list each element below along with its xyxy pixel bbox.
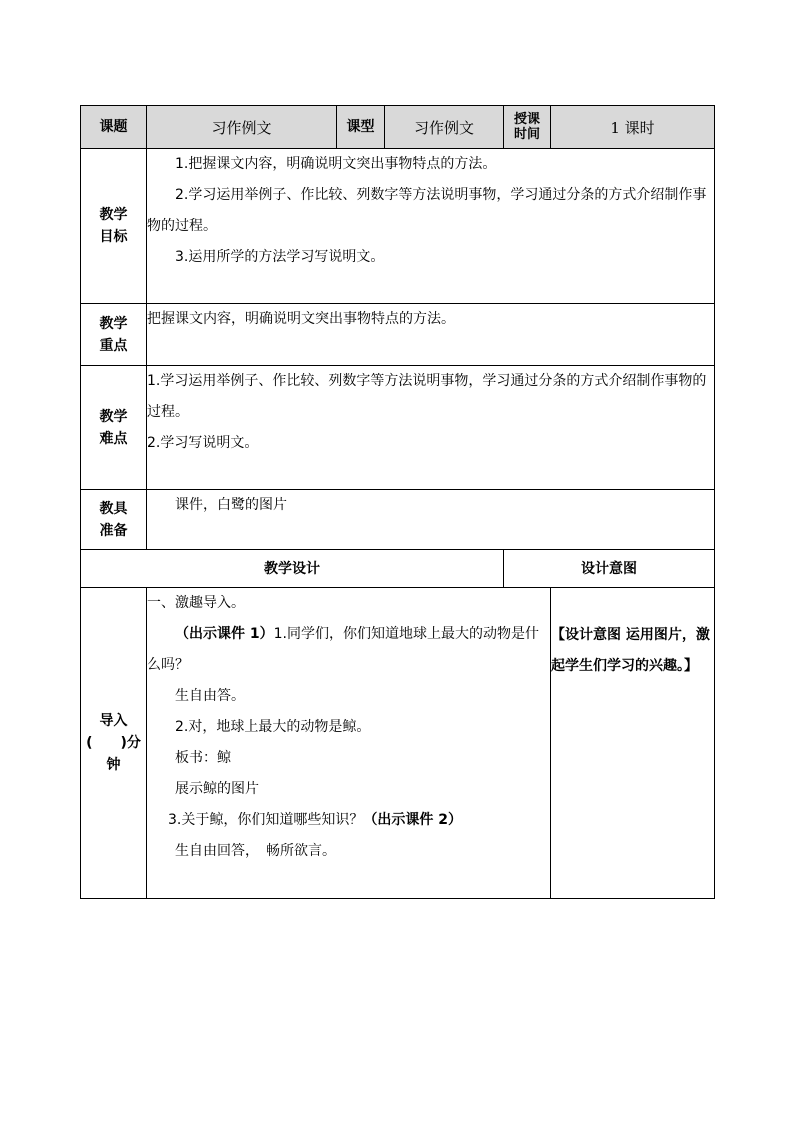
intro-label-line3: 钟 (106, 757, 121, 773)
objectives-label (81, 149, 147, 304)
intro-label (81, 588, 147, 899)
courseware-marker: （出示课件 2） (363, 812, 462, 828)
objective-item: 1.把握课文内容，明确说明文突出事物特点的方法。 (175, 156, 497, 172)
topic-label: 课题 (81, 106, 147, 149)
intro-row (81, 588, 715, 899)
difficulties-label (81, 366, 147, 490)
type-label: 课型 (337, 106, 385, 149)
intro-label-line2: ( )分 (86, 735, 141, 751)
intro-question-3 (147, 805, 550, 836)
lesson-plan-table (80, 105, 715, 899)
objective-item: 3.运用所学的方法学习写说明文。 (175, 249, 385, 265)
intro-board: 板书：鲸 (175, 750, 231, 766)
question-text: 1.同学们，你们知道地球上最大的动物是什么吗？ (147, 626, 539, 673)
key-points-row (81, 304, 715, 366)
materials-label-line2: 准备 (99, 522, 128, 539)
difficulties-row (81, 366, 715, 490)
materials-content (147, 490, 715, 550)
objectives-label-line2: 目标 (99, 229, 128, 245)
key-points-text: 把握课文内容，明确说明文突出事物特点的方法。 (147, 311, 455, 327)
objective-item: 2.学习运用举例子、作比较、列数字等方法说明事物，学习通过分条的方式介绍制作事物的过程。 (147, 187, 707, 234)
materials-row (81, 490, 715, 550)
design-title: 教学设计 (81, 550, 504, 588)
header-row (81, 106, 715, 149)
materials-label-line1: 教具 (99, 500, 128, 517)
intro-question-1 (147, 619, 550, 681)
objectives-row (81, 149, 715, 304)
intro-intent: 【设计意图 运用图片，激起学生们学习的兴趣。】 (551, 588, 715, 899)
intro-show: 展示鲸的图片 (175, 781, 259, 797)
time-label (504, 106, 551, 149)
difficulties-label-line2: 难点 (99, 430, 128, 447)
topic-value: 习作例文 (147, 106, 337, 149)
key-points-content (147, 304, 715, 366)
difficulty-item: 2.学习写说明文。 (147, 435, 259, 451)
key-points-label-line1: 教学 (99, 315, 128, 332)
difficulties-content (147, 366, 715, 490)
objectives-content (147, 149, 715, 304)
intent-title: 设计意图 (504, 550, 715, 588)
difficulty-item: 1.学习运用举例子、作比较、列数字等方法说明事物，学习通过分条的方式介绍制作事物的过程。 (147, 373, 707, 420)
intro-statement-2: 2.对，地球上最大的动物是鲸。 (175, 719, 371, 735)
objectives-label-line1: 教学 (99, 207, 128, 223)
key-points-label (81, 304, 147, 366)
intro-answer-3: 生自由回答， 畅所欲言。 (175, 843, 336, 859)
materials-label (81, 490, 147, 550)
key-points-label-line2: 重点 (99, 337, 128, 354)
intro-answer-1: 生自由答。 (175, 688, 245, 704)
difficulties-label-line1: 教学 (99, 408, 128, 425)
courseware-marker: （出示课件 1） (175, 626, 274, 642)
type-value: 习作例文 (385, 106, 504, 149)
time-label-line2: 时间 (513, 127, 540, 142)
materials-text: 课件，白鹭的图片 (175, 497, 287, 513)
time-label-line1: 授课 (513, 112, 540, 127)
intro-label-line1: 导入 (99, 713, 128, 729)
intro-heading: 一、激趣导入。 (147, 595, 245, 611)
question-text: 3.关于鲸，你们知道哪些知识？ (168, 812, 364, 828)
time-value: 1 课时 (551, 106, 715, 149)
design-header-row (81, 550, 715, 588)
intro-content (147, 588, 551, 899)
